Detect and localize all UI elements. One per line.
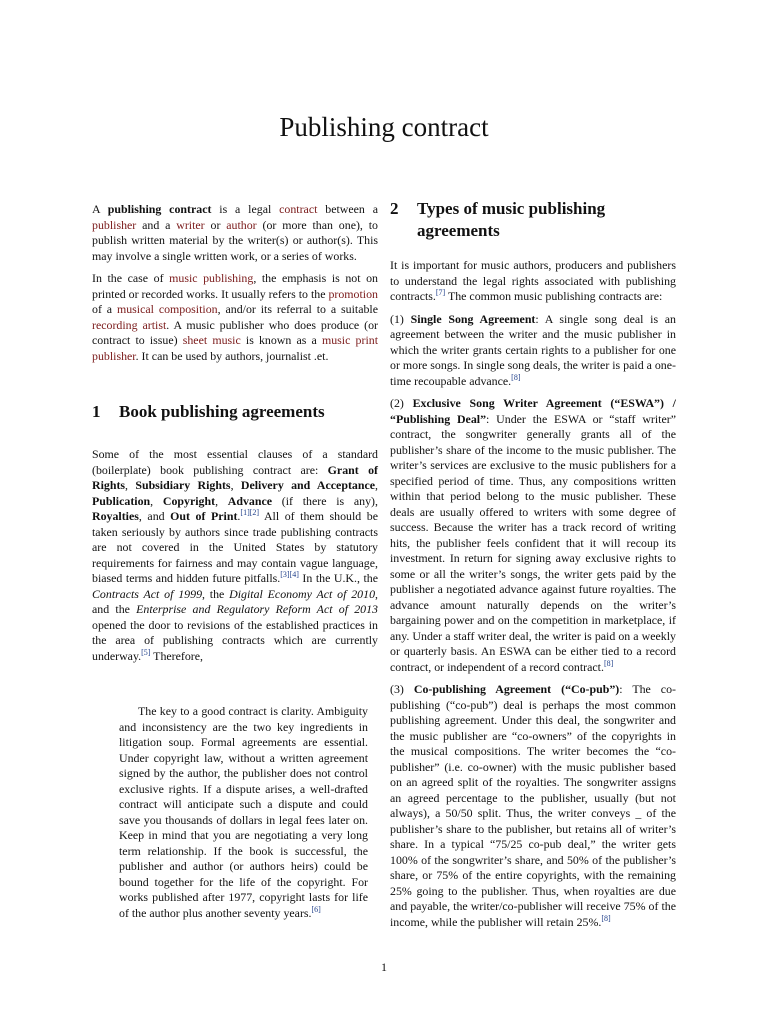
bold-term: publishing contract xyxy=(107,202,212,216)
section-title: Book publishing agreements xyxy=(119,402,325,421)
intro-paragraph: A publishing contract is a legal contract between a publisher and a writer or author (or more than one), to publish written material by the writer(s) or author(s). This may involve a single written work, or a series of works. xyxy=(92,202,378,263)
citation-ref[interactable]: [1][2] xyxy=(240,508,260,518)
music-intro-paragraph: It is important for music authors, producers and publishers to understand the legal rights associated with publishing contracts.[7] The common music publishing contracts are: xyxy=(390,258,676,303)
link-writer[interactable]: writer xyxy=(176,217,205,232)
co-publishing-paragraph: (3) Co-publishing Agreement (“Co-pub”): The co-publishing (“co-pub”) deal is perhaps the most common publishing agreement. Under this deal, the songwriter and the music publisher are “co-owners” of the copyrights in the musical compositions. The writer becomes the “co-publisher” (i.e. co-owner) with the music publisher based on an agreed split of the royalties. The songwriter assigns an agreed percentage to the publisher, usually (but not always), a 50/50 split. Thus, the writer conveys _ of the publisher’s share to the publisher, but retains all of writer’s share. In a typical “75/25 co-pub deal,” the writer gets 100% of the songwriter’s share, and 50% of the publisher’s share, or 75% of the entire copyrights, with the remaining 25% going to the publisher. Thus, when royalties are due and payable, the writer/co-publisher will receive 75% of the income, while the publisher will retain 25%.[8] xyxy=(390,682,676,929)
link-music-publishing[interactable]: music publishing xyxy=(169,271,254,285)
section-number: 2 xyxy=(390,199,399,218)
right-column xyxy=(390,199,676,937)
section-title: Types of music publishing agreements xyxy=(417,199,606,240)
link-author[interactable]: author xyxy=(226,217,257,232)
citation-ref[interactable]: [8] xyxy=(511,372,521,382)
citation-ref[interactable]: [5] xyxy=(141,647,151,657)
section-heading-book-publishing xyxy=(92,401,378,423)
bold-term: Single Song Agreement xyxy=(410,311,536,326)
citation-ref[interactable]: [8] xyxy=(603,658,614,668)
left-column xyxy=(92,202,378,921)
section-number: 1 xyxy=(92,402,101,421)
citation-ref[interactable]: [8] xyxy=(601,913,611,923)
link-publisher[interactable]: publisher xyxy=(92,217,137,232)
citation-ref[interactable]: [7] xyxy=(435,288,446,298)
page-title: Publishing contract xyxy=(279,112,489,142)
citation-ref[interactable]: [6] xyxy=(311,904,321,914)
link-musical-composition[interactable]: musical composition xyxy=(116,302,218,316)
link-sheet-music[interactable]: sheet music xyxy=(182,333,241,347)
eswa-paragraph: (2) Exclusive Song Writer Agreement (“ESWA”) / “Publishing Deal”: Under the ESWA or “staff writer” contract, the songwriter generally grants all of the publisher’s share of the income to the music publisher. The writer’s services are exclusive to the music publishers for a specified period of time. Thus, any compositions written within that period belong to the music publisher. These deals are usually offered to writers with some degree of success. Because the writer has a track record of writing hits, the publisher feels confident that it will recoup its investment. In return for signing away exclusive rights to some or all the writer’s songs, the writer gets paid by the publisher a negotiated advance against future royalties. The advance amount naturally depends on the writer’s bargaining power and on the competition in marketplace, if any. Under a staff writer deal, the writer is paid on a weekly or quarterly basis. An ESWA can be either tied to a record contract, or independent of a record contract.[8] xyxy=(390,396,676,674)
book-clauses-paragraph: Some of the most essential clauses of a standard (boilerplate) book publishing contract are: Grant of Rights, Subsidiary Rights, Delivery and Acceptance, Publication, Copyright, Advance (if there is any), Royalties, and Out of Print.[1][2] All of them should be taken seriously by authors since trade publishing contracts are not covered in the United States by statutory requirements for fairness and may contain vague language, biased terms and hidden future pitfalls.[3][4] In the U.K., the Contracts Act of 1999, the Digital Economy Act of 2010, and the Enterprise and Regulatory Reform Act of 2013 opened the door to revisions of the established practices in the area of publishing contracts which are currently underway.[5] Therefore, xyxy=(92,447,379,663)
link-promotion[interactable]: promotion xyxy=(328,286,378,301)
bold-term: Co-publishing Agreement (“Co-pub”) xyxy=(413,682,620,696)
link-contract[interactable]: contract xyxy=(279,202,318,216)
section-heading-music-publishing xyxy=(390,198,676,242)
citation-ref[interactable]: [3][4] xyxy=(280,570,299,580)
page-number: 1 xyxy=(381,960,387,974)
music-publishing-paragraph: In the case of music publishing, the emphasis is not on printed or recorded works. It usually refers to the promotion of a musical composition, and/or its referral to a suitable recording artist. A music publisher who does produce (or contract to issue) sheet music is known as a music print publisher. It can be used by authors, journalist .et. xyxy=(92,271,378,363)
link-recording-artist[interactable]: recording artist xyxy=(92,317,167,332)
link-music-print-publisher[interactable]: music print publisher xyxy=(92,333,378,363)
single-song-paragraph: (1) Single Song Agreement: A single song deal is an agreement between the writer and the music publisher in which the writer grants certain rights to a publisher for one or more songs. In single song deals, the writer is paid a one-time recoupable advance.[8] xyxy=(390,311,676,388)
block-quote: The key to a good contract is clarity. Ambiguity and inconsistency are the two key ingredients in litigation soup. Formal agreements are essential. Under copyright law, without a written agreement signed by the author, the publisher does not control exclusive rights. If a dispute arises, a well-drafted contract will anticipate such a dispute and could save you thousands of dollars in legal fees later on. Keep in mind that you are negotiating a very long term relationship. If the book is successful, the publisher and author (or authors heirs) could be bound together for the life of the copyright. For works published after 1977, copyright lasts for life of the author plus another seventy years.[6] xyxy=(119,704,368,920)
bold-term: Exclusive Song Writer Agreement (“ESWA”) / “Publishing Deal” xyxy=(390,396,676,426)
